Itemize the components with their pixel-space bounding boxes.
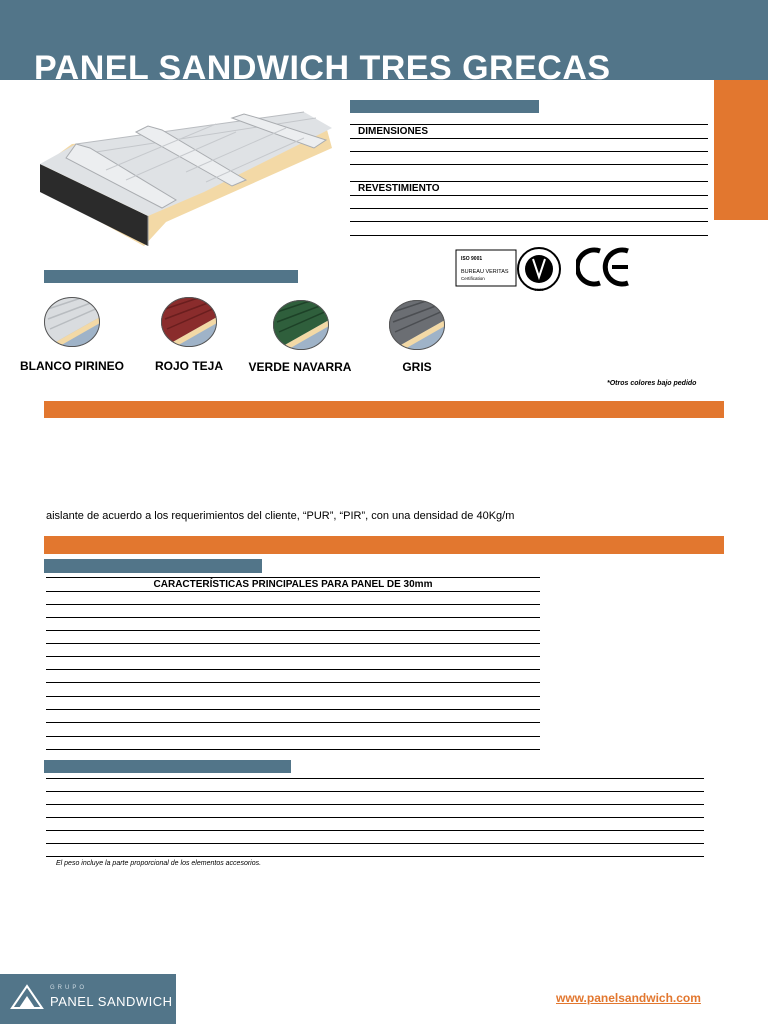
table-rule: [46, 736, 540, 737]
brand-logo-icon: [10, 982, 44, 1010]
spec-rule: [350, 235, 708, 236]
swatch-blanco-pirineo: [44, 297, 100, 347]
characteristics-band: [44, 536, 724, 554]
swatch-gris: [389, 300, 445, 350]
spec-rule: [350, 221, 708, 222]
table-rule: [46, 630, 540, 631]
bureau-veritas-logo: [455, 245, 573, 293]
weights-rule: [46, 778, 704, 779]
panel-product-image: [36, 104, 332, 250]
characteristics-header-bar: [44, 559, 262, 573]
table-rule: [46, 604, 540, 605]
weights-rule: [46, 804, 704, 805]
colors-header-bar: [44, 270, 298, 283]
swatch-rojo-teja: [161, 297, 217, 347]
website-link[interactable]: www.panelsandwich.com: [556, 991, 701, 1005]
weights-header-bar: [44, 760, 291, 773]
spec-rule: [350, 195, 708, 196]
cert-text: Certification: [461, 276, 485, 281]
color-name: VERDE NAVARRA: [248, 360, 352, 374]
orange-side-tab: [714, 80, 768, 220]
dimensions-label: DIMENSIONES: [358, 126, 429, 137]
bureau-text: BUREAU VERITAS: [461, 269, 509, 275]
coating-label: REVESTIMIENTO: [358, 183, 440, 194]
weights-rule: [46, 817, 704, 818]
table-rule: [46, 617, 540, 618]
spec-rule: [350, 181, 708, 182]
table-rule: [46, 696, 540, 697]
footer-brand-small: GRUPO: [50, 985, 88, 991]
footer-brand-name: PANEL SANDWICH: [50, 994, 173, 1009]
color-name: ROJO TEJA: [154, 359, 223, 373]
color-name: GRIS: [402, 360, 432, 374]
page-title: PANEL SANDWICH TRES GRECAS: [34, 49, 611, 87]
table-rule: [46, 722, 540, 723]
weights-note: El peso incluye la parte proporcional de los elementos accesorios.: [56, 860, 262, 867]
description-band: [44, 401, 724, 418]
ce-mark-icon: [576, 245, 634, 289]
table-rule: [46, 749, 540, 750]
table-rule: [46, 669, 540, 670]
spec-rule: [350, 151, 708, 152]
table-rule: [46, 643, 540, 644]
characteristics-table-title: CARACTERÍSTICAS PRINCIPALES PARA PANEL DE 30mm: [153, 579, 433, 590]
weights-rule: [46, 856, 704, 857]
weights-rule: [46, 843, 704, 844]
specs-header-bar: [350, 100, 539, 113]
description-text: aislante de acuerdo a los requerimientos del cliente, “PUR”, “PIR”, con una densidad de 40Kg/m: [46, 510, 515, 522]
table-rule: [46, 591, 540, 592]
spec-rule: [350, 124, 708, 125]
weights-rule: [46, 830, 704, 831]
iso-text: ISO 9001: [461, 256, 483, 262]
swatch-verde-navarra: [273, 300, 329, 350]
colors-note: *Otros colores bajo pedido: [607, 380, 697, 387]
seal-year-text: 1828: [534, 287, 544, 292]
spec-rule: [350, 138, 708, 139]
spec-rule: [350, 164, 708, 165]
table-rule: [46, 656, 540, 657]
table-rule: [46, 709, 540, 710]
spec-rule: [350, 208, 708, 209]
table-rule: [46, 682, 540, 683]
weights-rule: [46, 791, 704, 792]
color-name: BLANCO PIRINEO: [20, 359, 125, 373]
table-rule: [46, 577, 540, 578]
